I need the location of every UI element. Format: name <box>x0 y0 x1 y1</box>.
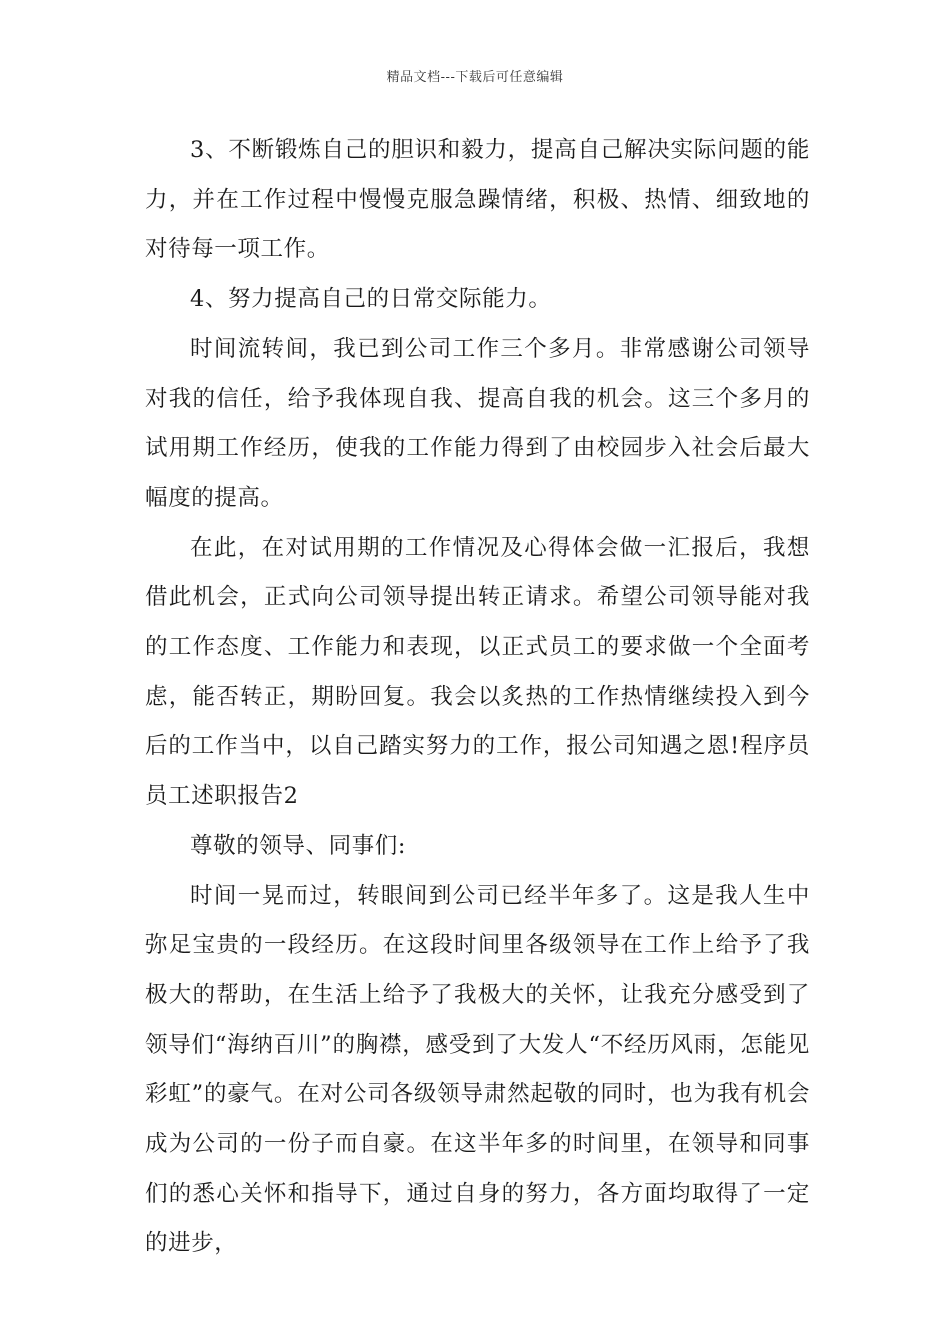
page-header: 精品文档---下载后可任意编辑 <box>386 70 564 85</box>
paragraph-report-opening: 时间一晃而过，转眼间到公司已经半年多了。这是我人生中弥足宝贵的一段经历。在这段时间里各级领导在工作上给予了我极大的帮助，在生活上给予了我极大的关怀，让我充分感受到了领导们“海纳百川”的胸襟，感受到了大发人“不经历风雨，怎能见彩虹”的豪气。在对公司各级领导肃然起敬的同时，也为我有机会成为公司的一份子而自豪。在这半年多的时间里，在领导和同事们的悉心关怀和指导下，通过自身的努力，各方面均取得了一定的进步， <box>145 882 810 1257</box>
document-body <box>145 126 810 1269</box>
paragraph-item-3: 3、不断锻炼自己的胆识和毅力，提高自己解决实际问题的能力，并在工作过程中慢慢克服急躁情绪，积极、热情、细致地的对待每一项工作。 <box>145 137 810 263</box>
paragraph-probation-summary: 时间流转间，我已到公司工作三个多月。非常感谢公司领导对我的信任，给予我体现自我、提高自我的机会。这三个多月的试用期工作经历，使我的工作能力得到了由校园步入社会后最大幅度的提高。 <box>145 335 810 511</box>
paragraph-item-4: 4、努力提高自己的日常交际能力。 <box>190 286 552 313</box>
paragraph-confirmation-request: 在此，在对试用期的工作情况及心得体会做一汇报后，我想借此机会，正式向公司领导提出转正请求。希望公司领导能对我的工作态度、工作能力和表现，以正式员工的要求做一个全面考虑，能否转正，期盼回复。我会以炙热的工作热情继续投入到今后的工作当中，以自己踏实努力的工作，报公司知遇之恩!程序员员工述职报告2 <box>145 534 810 810</box>
paragraph-salutation: 尊敬的领导、同事们: <box>190 832 407 859</box>
